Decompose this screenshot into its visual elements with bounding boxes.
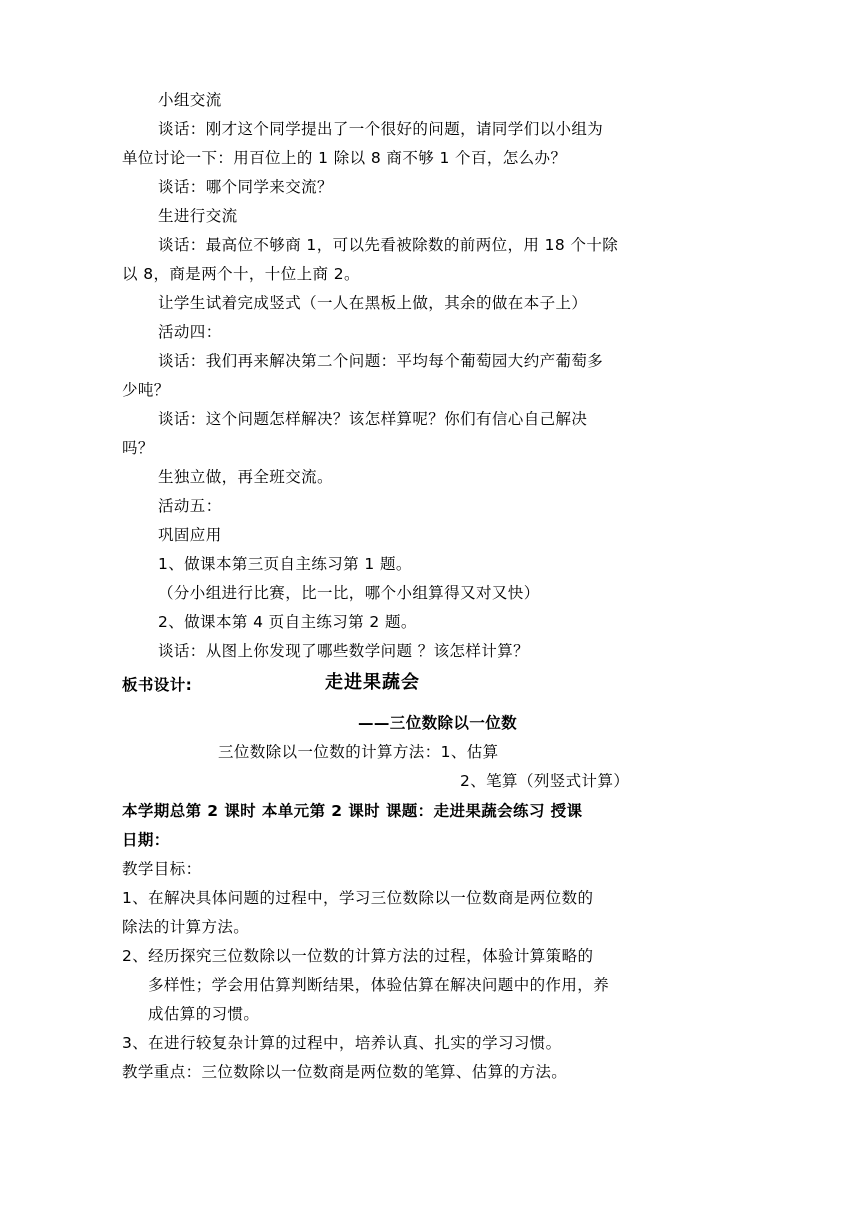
activity5-item1: 1、做课本第三页自主练习第 1 题。	[158, 555, 412, 573]
activity3-talk3-line1: 谈话：最高位不够商 1，可以先看被除数的前两位，用 18 个十除	[158, 236, 619, 254]
goal2-line1: 2、经历探究三位数除以一位数的计算方法的过程，体验计算策略的	[122, 947, 594, 965]
goal3: 3、在进行较复杂计算的过程中，培养认真、扎实的学习习惯。	[122, 1034, 562, 1052]
board-subtitle: ——三位数除以一位数	[358, 714, 518, 732]
key-point: 教学重点：三位数除以一位数商是两位数的笔算、估算的方法。	[122, 1063, 568, 1081]
activity5-item2: 2、做课本第 4 页自主练习第 2 题。	[158, 613, 417, 631]
goal1-line1: 1、在解决具体问题的过程中，学习三位数除以一位数商是两位数的	[122, 889, 594, 907]
goal2-line2: 多样性；学会用估算判断结果，体验估算在解决问题中的作用，养	[148, 976, 610, 994]
goal1-line2: 除法的计算方法。	[122, 918, 250, 936]
lesson-header-line2: 日期：	[122, 831, 170, 849]
activity3-heading: 小组交流	[158, 91, 222, 109]
activity5-item1-note: （分小组进行比赛，比一比，哪个小组算得又对又快）	[158, 584, 540, 602]
activity3-talk3-line2: 以 8，商是两个十，十位上商 2。	[122, 265, 360, 283]
activity3-vertical: 让学生试着完成竖式（一人在黑板上做，其余的做在本子上）	[158, 294, 588, 312]
activity3-student: 生进行交流	[158, 207, 238, 225]
activity4-talk1-line2: 少吨？	[122, 381, 170, 399]
board-label: 板书设计:	[122, 676, 193, 694]
activity5-sub: 巩固应用	[158, 526, 222, 544]
activity5-heading: 活动五：	[158, 497, 222, 515]
activity4-talk2-line2: 吗？	[122, 439, 154, 457]
lesson-header-line1: 本学期总第 2 课时 本单元第 2 课时 课题：走进果蔬会练习 授课	[122, 802, 583, 820]
activity4-student: 生独立做，再全班交流。	[158, 468, 333, 486]
activity4-talk1-line1: 谈话：我们再来解决第二个问题：平均每个葡萄园大约产葡萄多	[158, 352, 604, 370]
goal2-line3: 成估算的习惯。	[148, 1005, 260, 1023]
activity5-talk: 谈话：从图上你发现了哪些数学问题 ？该怎样计算？	[158, 642, 530, 660]
activity4-heading: 活动四：	[158, 323, 222, 341]
board-method-line1: 三位数除以一位数的计算方法：1、估算	[218, 743, 499, 761]
activity3-talk1-line1: 谈话：刚才这个同学提出了一个很好的问题，请同学们以小组为	[158, 120, 604, 138]
board-method-line2: 2、笔算（列竖式计算）	[460, 772, 630, 790]
activity4-talk2-line1: 谈话：这个问题怎样解决？该怎样算呢？你们有信心自己解决	[158, 410, 588, 428]
activity3-talk1-line2: 单位讨论一下：用百位上的 1 除以 8 商不够 1 个百，怎么办？	[122, 149, 567, 167]
goals-label: 教学目标：	[122, 860, 202, 878]
board-title: 走进果蔬会	[325, 672, 420, 693]
activity3-talk2: 谈话：哪个同学来交流？	[158, 178, 333, 196]
